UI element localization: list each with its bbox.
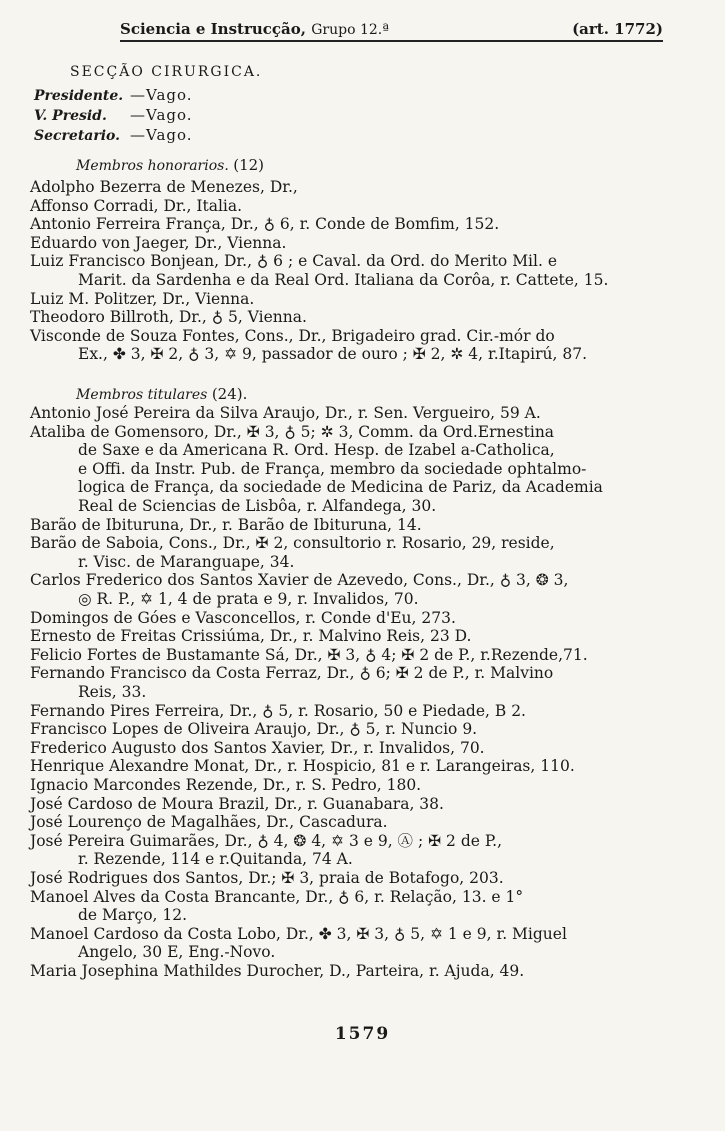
entry-continuation: Angelo, 30 E, Eng.-Novo. [78, 943, 276, 962]
entry-continuation: e Offi. da Instr. Pub. de França, membro da sociedade ophtalmo- [78, 459, 587, 478]
page-number: 1579 [334, 1024, 391, 1044]
entry-line: Fernando Francisco da Costa Ferraz, Dr., ♁ 6; ✠ 2 de P., r. Malvino [30, 664, 554, 683]
entry-line: Ataliba de Gomensoro, Dr., ✠ 3, ♁ 5; ✲ 3, Comm. da Ord.Ernestina [30, 422, 555, 441]
list-item [30, 888, 690, 925]
officer-value: —Vago. [130, 126, 193, 144]
list-item [30, 832, 690, 869]
list-item [30, 290, 690, 309]
entry-continuation: Marit. da Sardenha e da Real Ord. Italiana da Corôa, r. Cattete, 15. [78, 270, 609, 289]
list-item [30, 795, 690, 814]
entry-line: Felicio Fortes de Bustamante Sá, Dr., ✠ 3, ♁ 4; ✠ 2 de P., r.Rezende,71. [30, 645, 588, 664]
list-item [30, 234, 690, 253]
entry-line: Manoel Alves da Costa Brancante, Dr., ♁ 6, r. Relação, 13. e 1° [30, 887, 524, 906]
officer-role: Presidente. [34, 88, 124, 104]
entry-continuation: Reis, 33. [78, 682, 147, 701]
list-item [30, 327, 690, 364]
list-item [30, 252, 690, 289]
entry-line: Frederico Augusto dos Santos Xavier, Dr., r. Invalidos, 70. [30, 738, 485, 757]
entry-continuation: r. Visc. de Maranguape, 34. [78, 552, 295, 571]
officer-value: —Vago. [130, 106, 193, 124]
header-title: Sciencia e Instrucção, Grupo 12.ª [120, 20, 389, 38]
list-item [30, 609, 690, 628]
entry-line: José Cardoso de Moura Brazil, Dr., r. Guanabara, 38. [30, 794, 444, 813]
list-item [30, 534, 690, 571]
entry-continuation: r. Rezende, 114 e r.Quitanda, 74 A. [78, 850, 353, 869]
officer-row [34, 126, 193, 144]
entry-continuation: de Saxe e da Americana R. Ord. Hesp. de Izabel a-Catholica, [78, 441, 555, 460]
list-item [30, 215, 690, 234]
entry-line: José Lourenço de Magalhães, Dr., Cascadura. [30, 813, 388, 832]
officer-value: —Vago. [130, 86, 193, 104]
list-item [30, 776, 690, 795]
entry-line: Maria Josephina Mathildes Durocher, D., Parteira, r. Ajuda, 49. [30, 962, 525, 980]
entry-continuation: Ex., ✤ 3, ✠ 2, ♁ 3, ✡ 9, passador de ouro ; ✠ 2, ✲ 4, r.Itapirú, 87. [78, 345, 588, 364]
list-item [30, 925, 690, 962]
list-item [30, 869, 690, 888]
header-group: Grupo 12.ª [311, 22, 389, 38]
list-item [30, 197, 690, 216]
titular-heading: Membros titulares (24). [76, 385, 248, 403]
entry-line: Francisco Lopes de Oliveira Araujo, Dr., ♁ 5, r. Nuncio 9. [30, 720, 478, 739]
entry-line: Fernando Pires Ferreira, Dr., ♁ 5, r. Rosario, 50 e Piedade, B 2. [30, 701, 526, 720]
entry-line: Luiz M. Politzer, Dr., Vienna. [30, 289, 255, 308]
entry-continuation: ◎ R. P., ✡ 1, 4 de prata e 9, r. Invalidos, 70. [78, 589, 419, 608]
entry-line: Eduardo von Jaeger, Dr., Vienna. [30, 233, 287, 252]
officer-role: V. Presid. [34, 108, 107, 124]
entry-line: Antonio Ferreira França, Dr., ♁ 6, r. Conde de Bomfim, 152. [30, 215, 500, 234]
entry-line: Luiz Francisco Bonjean, Dr., ♁ 6 ; e Caval. da Ord. do Merito Mil. e [30, 252, 557, 271]
officer-role: Secretario. [34, 128, 121, 144]
entry-line: Theodoro Billroth, Dr., ♁ 5, Vienna. [30, 308, 307, 327]
honorary-heading: Membros honorarios. (12) [76, 156, 265, 174]
list-item [30, 627, 690, 646]
entry-line: Barão de Saboia, Cons., Dr., ✠ 2, consultorio r. Rosario, 29, reside, [30, 534, 555, 553]
entry-line: Domingos de Góes e Vasconcellos, r. Conde d'Eu, 273. [30, 608, 456, 627]
entry-continuation: de Março, 12. [78, 906, 188, 925]
entry-line: Ernesto de Freitas Crissiúma, Dr., r. Malvino Reis, 23 D. [30, 627, 472, 646]
officer-row [34, 106, 193, 124]
officer-row [34, 86, 193, 104]
list-item [30, 571, 690, 608]
header-article: (art. 1772) [572, 20, 663, 38]
entry-continuation: logica de França, da sociedade de Medicina de Pariz, da Academia [78, 478, 603, 497]
entry-line: Affonso Corradi, Dr., Italia. [30, 196, 243, 215]
list-item [30, 720, 690, 739]
list-item [30, 813, 690, 832]
entry-line: José Pereira Guimarães, Dr., ♁ 4, ❂ 4, ✡ 3 e 9, Ⓐ ; ✠ 2 de P., [30, 831, 502, 850]
header-rule [120, 40, 663, 42]
list-item [30, 739, 690, 758]
entry-line: Manoel Cardoso da Costa Lobo, Dr., ✤ 3, ✠ 3, ♁ 5, ✡ 1 e 9, r. Miguel [30, 924, 567, 943]
list-item [30, 308, 690, 327]
entry-line: Carlos Frederico dos Santos Xavier de Azevedo, Cons., Dr., ♁ 3, ❂ 3, [30, 571, 569, 590]
list-item [30, 404, 690, 423]
entry-line: Barão de Ibituruna, Dr., r. Barão de Ibituruna, 14. [30, 515, 422, 534]
entry-line: Antonio José Pereira da Silva Araujo, Dr., r. Sen. Vergueiro, 59 A. [30, 404, 541, 422]
section-title: SECÇÃO CIRURGICA. [70, 64, 263, 80]
list-item [30, 178, 690, 197]
entry-continuation: Real de Sciencias de Lisbôa, r. Alfandega, 30. [78, 496, 437, 515]
list-item [30, 757, 690, 776]
entry-line: José Rodrigues dos Santos, Dr.; ✠ 3, praia de Botafogo, 203. [30, 869, 504, 887]
list-item [30, 962, 690, 981]
list-item [30, 702, 690, 721]
list-item [30, 423, 690, 516]
entry-line: Henrique Alexandre Monat, Dr., r. Hospicio, 81 e r. Larangeiras, 110. [30, 757, 575, 776]
running-header [120, 20, 663, 38]
list-item [30, 646, 690, 665]
list-item [30, 516, 690, 535]
list-item [30, 664, 690, 701]
entry-line: Ignacio Marcondes Rezende, Dr., r. S. Pedro, 180. [30, 776, 422, 794]
entry-line: Adolpho Bezerra de Menezes, Dr., [30, 178, 298, 196]
entry-line: Visconde de Souza Fontes, Cons., Dr., Brigadeiro grad. Cir.-mór do [30, 326, 555, 345]
